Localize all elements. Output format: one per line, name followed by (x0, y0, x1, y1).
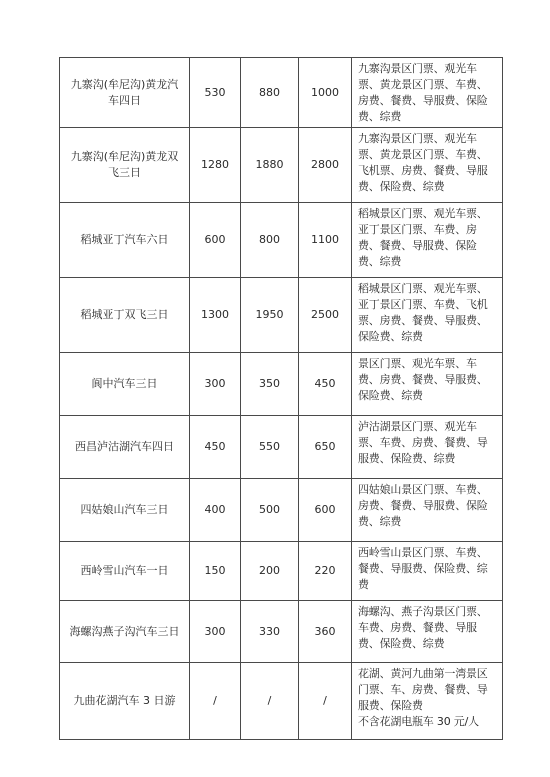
table-row (60, 128, 503, 203)
price-tier-1: 300 (190, 601, 241, 663)
included-items-cell (352, 479, 503, 542)
table-row (60, 352, 503, 415)
table-row (60, 479, 503, 542)
included-items-cell (352, 352, 503, 415)
route-name: 海螺沟燕子沟汽车三日 (60, 601, 190, 663)
included-items-cell (352, 202, 503, 278)
included-items: 稻城景区门票、观光车票、亚丁景区门票、车费、飞机票、房费、餐费、导服费、保险费、综费 (358, 282, 488, 344)
included-items: 花湖、黄河九曲第一湾景区门票、车、房费、餐费、导服费、保险费 (358, 667, 488, 713)
price-tier-1: 300 (190, 352, 241, 415)
price-tier-2: 1950 (241, 278, 299, 353)
included-items: 九寨沟景区门票、观光车票、黄龙景区门票、车费、房费、餐费、导服费、保险费、综费 (358, 62, 488, 123)
price-tier-1: 600 (190, 202, 241, 278)
table-row (60, 416, 503, 479)
table-row (60, 202, 503, 278)
price-tier-1: 150 (190, 542, 241, 601)
included-items: 九寨沟景区门票、观光车票、黄龙景区门票、车费、飞机票、房费、餐费、导服费、保险费、综费 (358, 132, 488, 194)
price-tier-3: 600 (299, 479, 352, 542)
tour-price-table (59, 57, 503, 740)
included-items-cell (352, 58, 503, 128)
table-row (60, 278, 503, 353)
price-tier-1: 450 (190, 416, 241, 479)
price-tier-3: / (299, 663, 352, 740)
price-tier-3: 1100 (299, 202, 352, 278)
price-tier-3: 450 (299, 352, 352, 415)
included-items: 海螺沟、燕子沟景区门票、车费、房费、餐费、导服费、保险费、综费 (358, 605, 488, 651)
table-row (60, 542, 503, 601)
included-items-cell (352, 663, 503, 740)
included-items-cell (352, 128, 503, 203)
included-items-cell (352, 601, 503, 663)
route-name: 稻城亚丁双飞三日 (60, 278, 190, 353)
excluded-items-note: 不含花湖电瓶车 30 元/人 (358, 715, 479, 729)
price-tier-2: 1880 (241, 128, 299, 203)
route-name: 西岭雪山汽车一日 (60, 542, 190, 601)
included-items: 景区门票、观光车票、车费、房费、餐费、导服费、保险费、综费 (358, 356, 488, 402)
included-items-cell (352, 278, 503, 353)
price-tier-2: 800 (241, 202, 299, 278)
included-items-cell (352, 416, 503, 479)
included-items-cell (352, 542, 503, 601)
price-tier-1: 400 (190, 479, 241, 542)
price-tier-3: 220 (299, 542, 352, 601)
included-items: 西岭雪山景区门票、车费、餐费、导服费、保险费、综费 (358, 546, 488, 592)
price-tier-2: / (241, 663, 299, 740)
price-tier-2: 350 (241, 352, 299, 415)
price-tier-3: 650 (299, 416, 352, 479)
price-tier-3: 1000 (299, 58, 352, 128)
table-row (60, 663, 503, 740)
price-tier-3: 2500 (299, 278, 352, 353)
route-name: 九寨沟(牟尼沟)黄龙汽车四日 (60, 58, 190, 128)
route-name: 九寨沟(牟尼沟)黄龙双飞三日 (60, 128, 190, 203)
price-tier-2: 330 (241, 601, 299, 663)
price-tier-1: 1280 (190, 128, 241, 203)
route-name: 九曲花湖汽车 3 日游 (60, 663, 190, 740)
included-items: 泸沽湖景区门票、观光车票、车费、房费、餐费、导服费、保险费、综费 (358, 420, 488, 466)
price-tier-1: 1300 (190, 278, 241, 353)
price-tier-1: 530 (190, 58, 241, 128)
price-tier-2: 200 (241, 542, 299, 601)
price-tier-2: 500 (241, 479, 299, 542)
route-name: 四姑娘山汽车三日 (60, 479, 190, 542)
route-name: 西昌泸沽湖汽车四日 (60, 416, 190, 479)
tour-price-table-page (59, 57, 502, 740)
price-tier-2: 550 (241, 416, 299, 479)
price-tier-3: 2800 (299, 128, 352, 203)
price-tier-1: / (190, 663, 241, 740)
table-row (60, 58, 503, 128)
table-row (60, 601, 503, 663)
included-items: 四姑娘山景区门票、车费、房费、餐费、导服费、保险费、综费 (358, 483, 488, 529)
included-items: 稻城景区门票、观光车票、亚丁景区门票、车费、房费、餐费、导服费、保险费、综费 (358, 206, 488, 268)
price-tier-3: 360 (299, 601, 352, 663)
price-tier-2: 880 (241, 58, 299, 128)
route-name: 阆中汽车三日 (60, 352, 190, 415)
route-name: 稻城亚丁汽车六日 (60, 202, 190, 278)
